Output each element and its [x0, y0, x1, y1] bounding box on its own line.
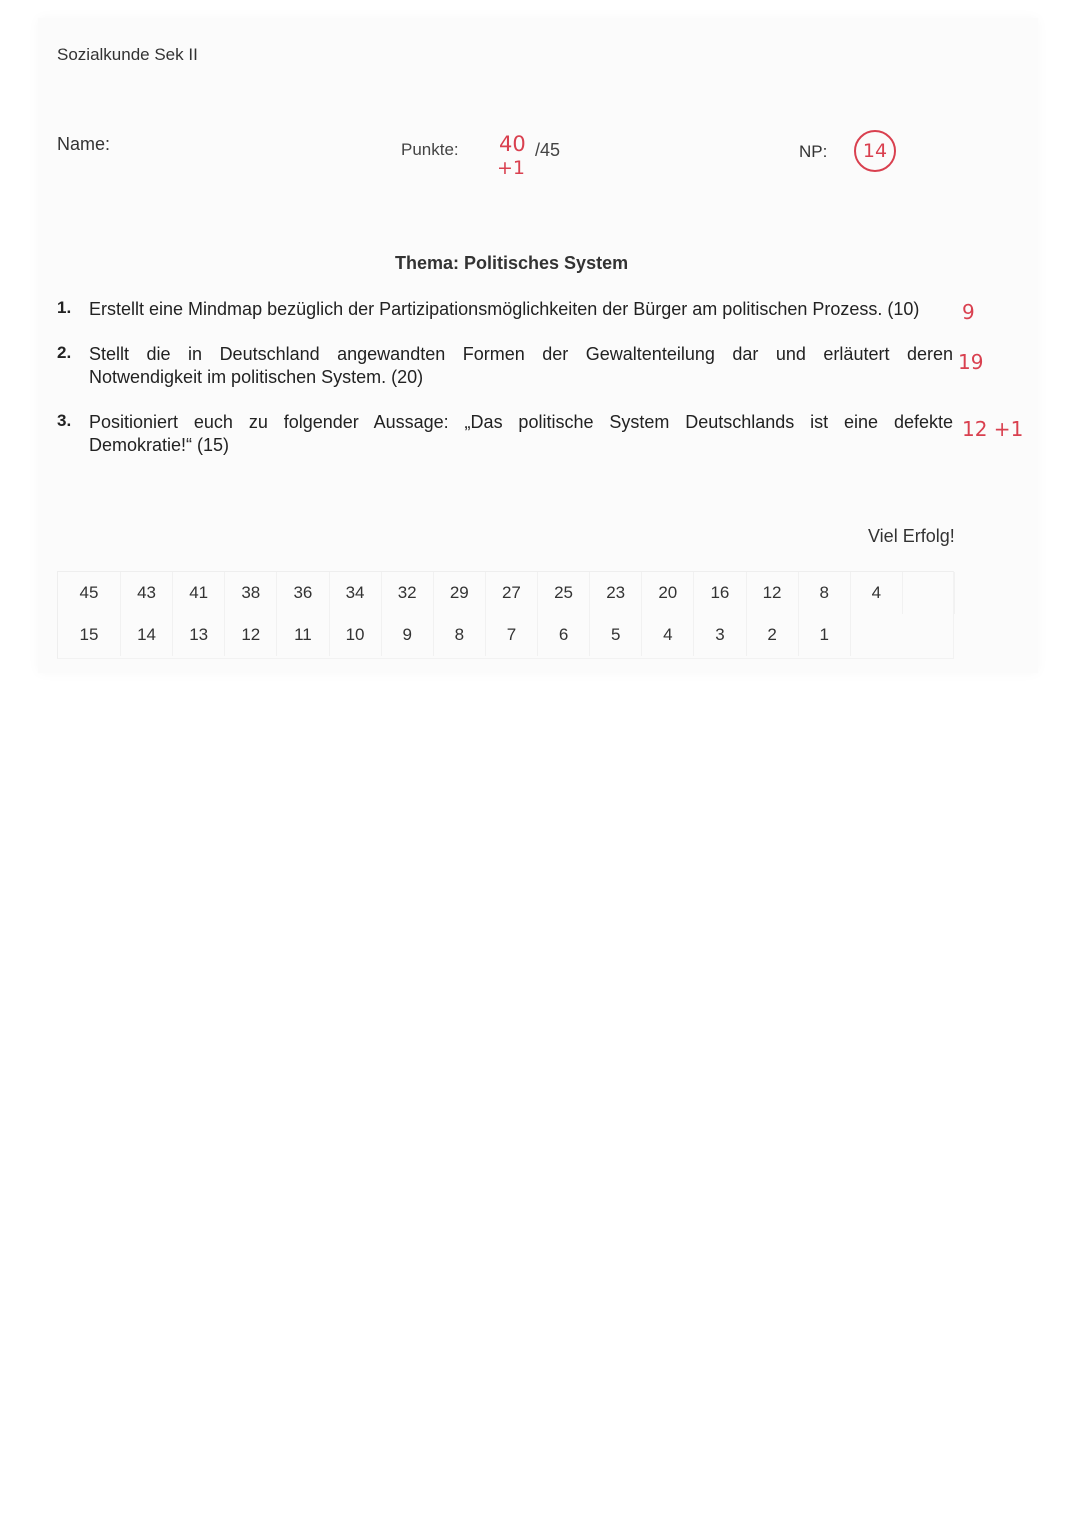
points-score-handwritten: 40	[499, 132, 526, 156]
scale-grade-cell: 14	[121, 614, 173, 656]
task-3-grade-handwritten: 12 +1	[962, 417, 1024, 441]
scale-points-cell: 38	[225, 572, 277, 614]
scale-points-cell: 41	[173, 572, 225, 614]
scale-points-cell: 36	[277, 572, 329, 614]
scale-points-cell: 45	[58, 572, 121, 614]
scale-grade-cell: 11	[277, 614, 329, 656]
scale-grade-cell: 9	[382, 614, 434, 656]
scale-points-cell: 34	[330, 572, 382, 614]
scale-points-cell: 20	[642, 572, 694, 614]
np-label: NP:	[799, 142, 828, 161]
scale-points-cell: 29	[434, 572, 486, 614]
scale-points-cell: 12	[747, 572, 799, 614]
task-2-number: 2.	[57, 343, 72, 362]
scale-grade-cell: 13	[173, 614, 225, 656]
scale-grade-cell: 6	[538, 614, 590, 656]
task-2-text-line-1: Stellt die in Deutschland angewandten Formen der Gewaltenteilung dar und erläutert deren	[89, 344, 953, 364]
scale-grade-cell: 4	[642, 614, 694, 656]
task-3-text-line-1: Positioniert euch zu folgender Aussage: „Das politische System Deutschlands ist eine defekte	[89, 412, 953, 432]
scale-grade-cell: 8	[434, 614, 486, 656]
scale-points-cell: 25	[538, 572, 590, 614]
scale-points-cell: 32	[382, 572, 434, 614]
points-max: /45	[535, 140, 561, 160]
scale-grade-cell: 3	[694, 614, 746, 656]
scale-points-cell: 43	[121, 572, 173, 614]
task-2-grade-handwritten: 19	[958, 350, 984, 374]
scale-points-cell: 4	[851, 572, 903, 614]
scale-grade-cell: 1	[799, 614, 851, 656]
points-bonus-handwritten: +1	[497, 157, 526, 179]
task-3-text-line-2: Demokratie!“ (15)	[89, 435, 230, 455]
subject-header: Sozialkunde Sek II	[57, 45, 198, 64]
np-score-value: 14	[862, 140, 888, 162]
task-2-text-line-2: Notwendigkeit im politischen System. (20)	[89, 367, 424, 387]
scale-points-cell: 27	[486, 572, 538, 614]
np-score-circle	[854, 130, 896, 172]
scale-grade-cell: 15	[58, 614, 121, 656]
points-label: Punkte:	[401, 140, 459, 159]
scale-grade-cell: 5	[590, 614, 642, 656]
task-1-text: Erstellt eine Mindmap bezüglich der Partizipationsmöglichkeiten der Bürger am politischen Prozess. (10)	[89, 299, 920, 319]
scale-points-cell: 16	[694, 572, 746, 614]
task-3-number: 3.	[57, 411, 72, 430]
scale-points-cell: 8	[799, 572, 851, 614]
scale-grade-cell: 10	[330, 614, 382, 656]
good-luck-text: Viel Erfolg!	[868, 526, 955, 546]
name-label: Name:	[57, 134, 111, 154]
scale-grade-cell: 2	[747, 614, 799, 656]
task-1-number: 1.	[57, 298, 72, 317]
grading-scale-table	[57, 571, 954, 659]
task-1-grade-handwritten: 9	[962, 300, 975, 324]
scale-grade-cell: 12	[225, 614, 277, 656]
topic-heading: Thema: Politisches System	[395, 253, 629, 273]
scale-grade-cell: 7	[486, 614, 538, 656]
scale-points-cell: 23	[590, 572, 642, 614]
scale-grade-cell	[903, 572, 955, 614]
